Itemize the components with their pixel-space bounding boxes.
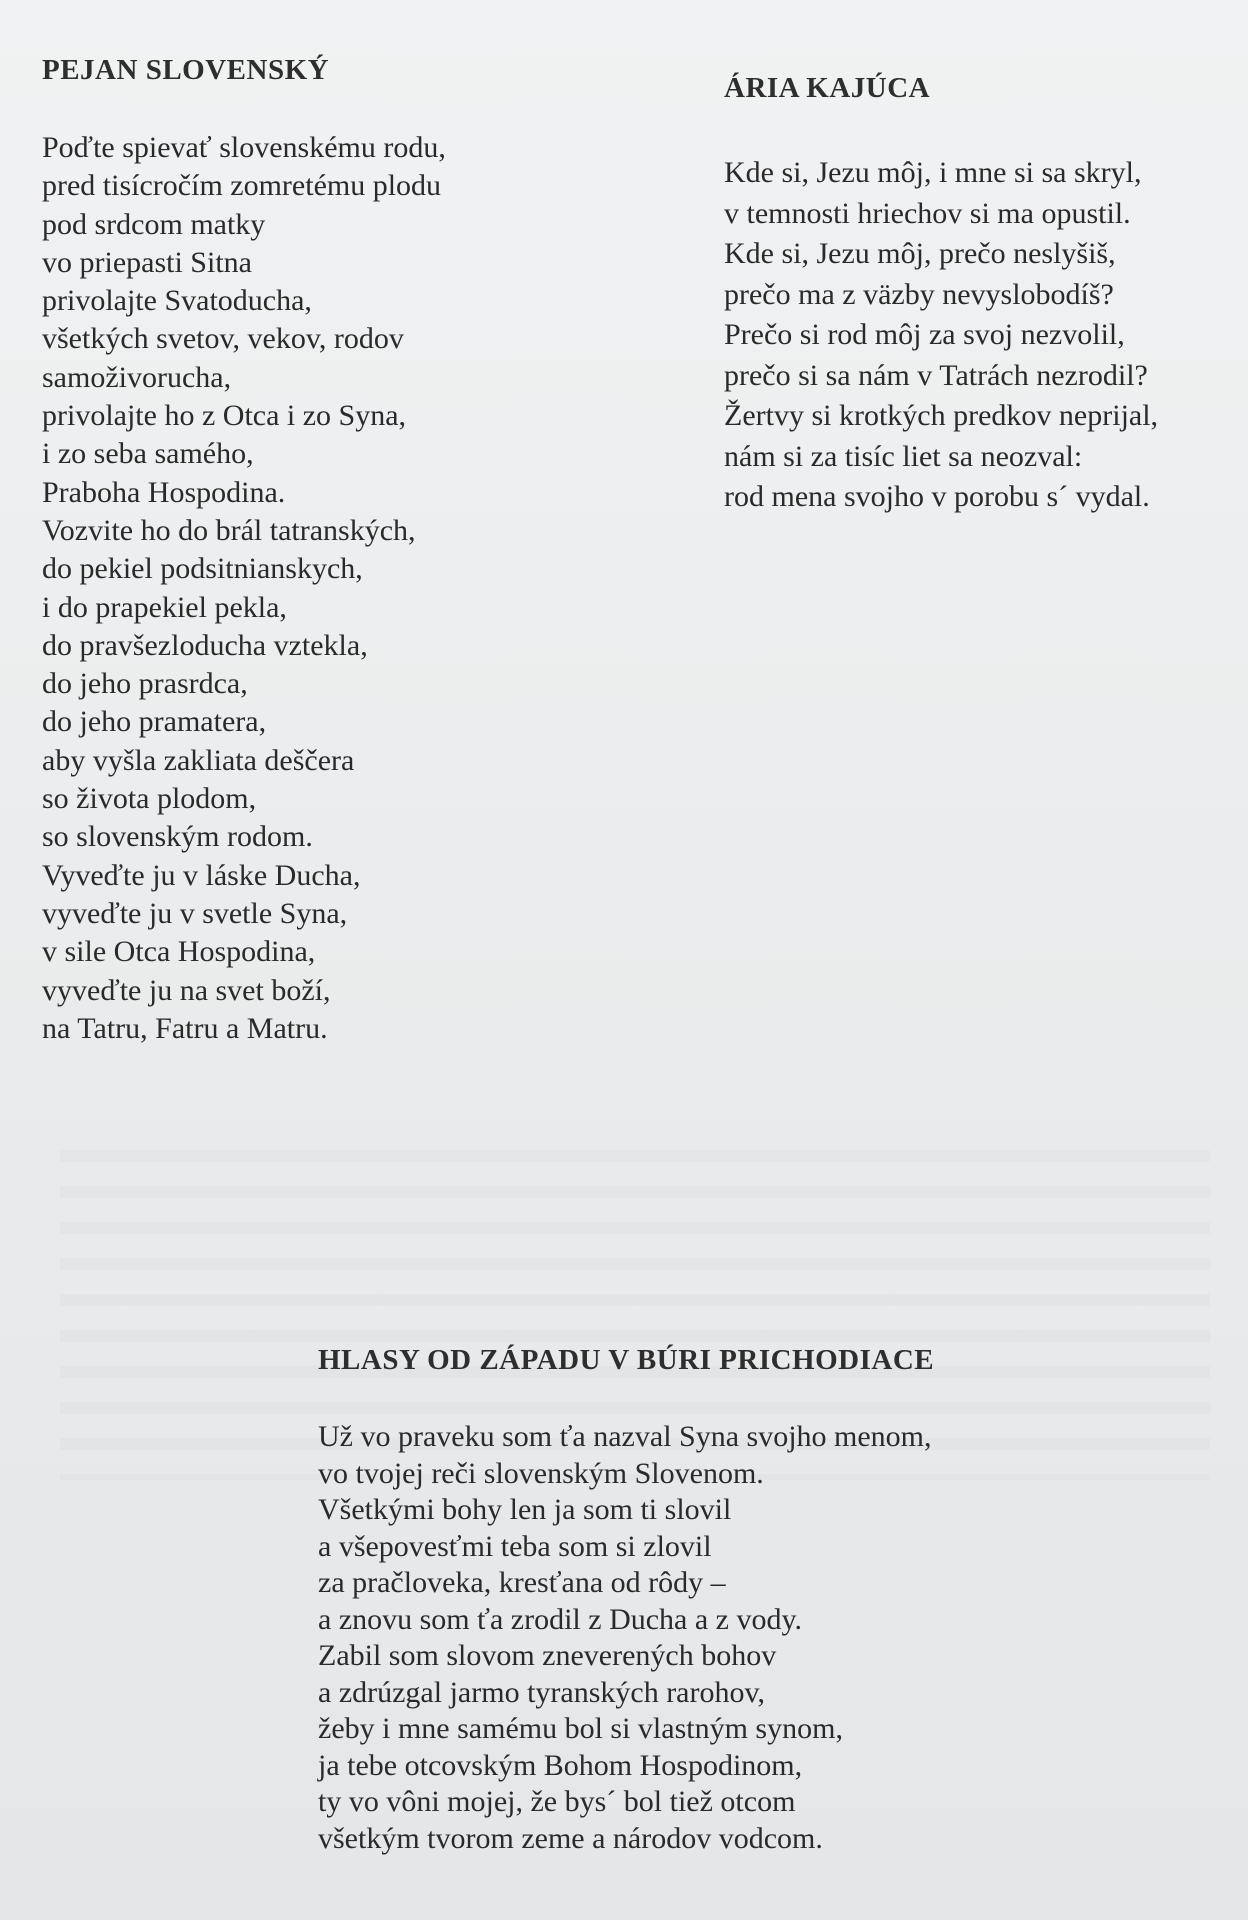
poem-line: i do prapekiel pekla, [42, 590, 287, 624]
poem-line: do pravšezloducha vztekla, [42, 628, 368, 662]
poem-line: rod mena svojho v porobu s´ vydal. [724, 480, 1150, 513]
poem-line: nám si za tisíc liet sa neozval: [724, 439, 1083, 473]
poem-line: Kde si, Jezu môj, prečo neslyšiš, [724, 237, 1116, 270]
poem-line: do pekiel podsitnianskych, [42, 552, 363, 586]
poem-line: pod srdcom matky [42, 207, 266, 241]
poem-line: do jeho prasrdca, [42, 667, 248, 701]
poem-lines [42, 129, 562, 1048]
poem-line: vo tvojej reči slovenským Slovenom. [318, 1456, 764, 1490]
poem-line: Žertvy si krotkých predkov neprijal, [724, 399, 1159, 432]
poem-line: Zabil som slovom zneverených bohov [318, 1639, 777, 1672]
poem-line: za pračloveka, kresťana od rôdy – [318, 1566, 726, 1599]
poem-line: so slovenským rodom. [42, 820, 313, 854]
poem-line: Už vo praveku som ťa nazval Syna svojho menom, [318, 1420, 932, 1453]
poem-line: ja tebe otcovským Bohom Hospodinom, [318, 1748, 803, 1782]
poem-line: Vozvite ho do brál tatranských, [42, 513, 416, 547]
poem-line: na Tatru, Fatru a Matru. [42, 1011, 328, 1045]
poem-line: pred tisícročím zomretému plodu [42, 169, 442, 203]
poem-line: Poďte spievať slovenskému rodu, [42, 131, 446, 164]
poem-hlasy-od-zapadu [318, 1344, 998, 1857]
poem-line: aby vyšla zakliata deščera [42, 743, 355, 777]
poem-line: ty vo vôni mojej, že bys´ bol tiež otcom [318, 1785, 796, 1818]
poem-line: a všepovesťmi teba som si zlovil [318, 1529, 712, 1563]
poem-line: Kde si, Jezu môj, i mne si sa skryl, [724, 156, 1142, 189]
poem-line: všetkým tvorom zeme a národov vodcom. [318, 1821, 823, 1855]
poem-line: privolajte Svatoducha, [42, 284, 312, 318]
poem-line: prečo ma z väzby nevyslobodíš? [724, 277, 1114, 311]
poem-pejan-slovensky [42, 54, 562, 1048]
poem-title: HLASY OD ZÁPADU V BÚRI PRICHODIACE [318, 1344, 935, 1376]
poem-line: a zdrúzgal jarmo tyranských rarohov, [318, 1675, 766, 1709]
poem-line: samoživorucha, [42, 360, 232, 394]
poem-line: a znovu som ťa zrodil z Ducha a z vody. [318, 1602, 803, 1636]
poem-line: do jeho pramatera, [42, 705, 267, 739]
poem-line: vo priepasti Sitna [42, 245, 252, 279]
poem-line: i zo seba samého, [42, 437, 254, 471]
poem-aria-kajuca [724, 72, 1224, 518]
poem-title: PEJAN SLOVENSKÝ [42, 54, 330, 86]
poem-line: Praboha Hospodina. [42, 475, 286, 509]
poem-line: vyveďte ju na svet boží, [42, 973, 331, 1007]
poem-line: Všetkými bohy len ja som ti slovil [318, 1493, 732, 1526]
poem-line: Vyveďte ju v láske Ducha, [42, 858, 361, 892]
poem-line: vyveďte ju v svetle Syna, [42, 896, 348, 930]
poem-line: v sile Otca Hospodina, [42, 935, 316, 969]
poem-lines [724, 153, 1224, 518]
poem-lines [318, 1419, 998, 1857]
poem-line: privolajte ho z Otca i zo Syna, [42, 399, 407, 433]
poem-line: Prečo si rod môj za svoj nezvolil, [724, 318, 1125, 351]
poem-title: ÁRIA KAJÚCA [724, 72, 931, 104]
poem-line: žeby i mne samému bol si vlastným synom, [318, 1712, 843, 1745]
poem-line: so života plodom, [42, 782, 257, 816]
poem-line: prečo si sa nám v Tatrách nezrodil? [724, 358, 1148, 392]
poem-line: v temnosti hriechov si ma opustil. [724, 196, 1131, 230]
poem-line: všetkých svetov, vekov, rodov [42, 322, 404, 356]
